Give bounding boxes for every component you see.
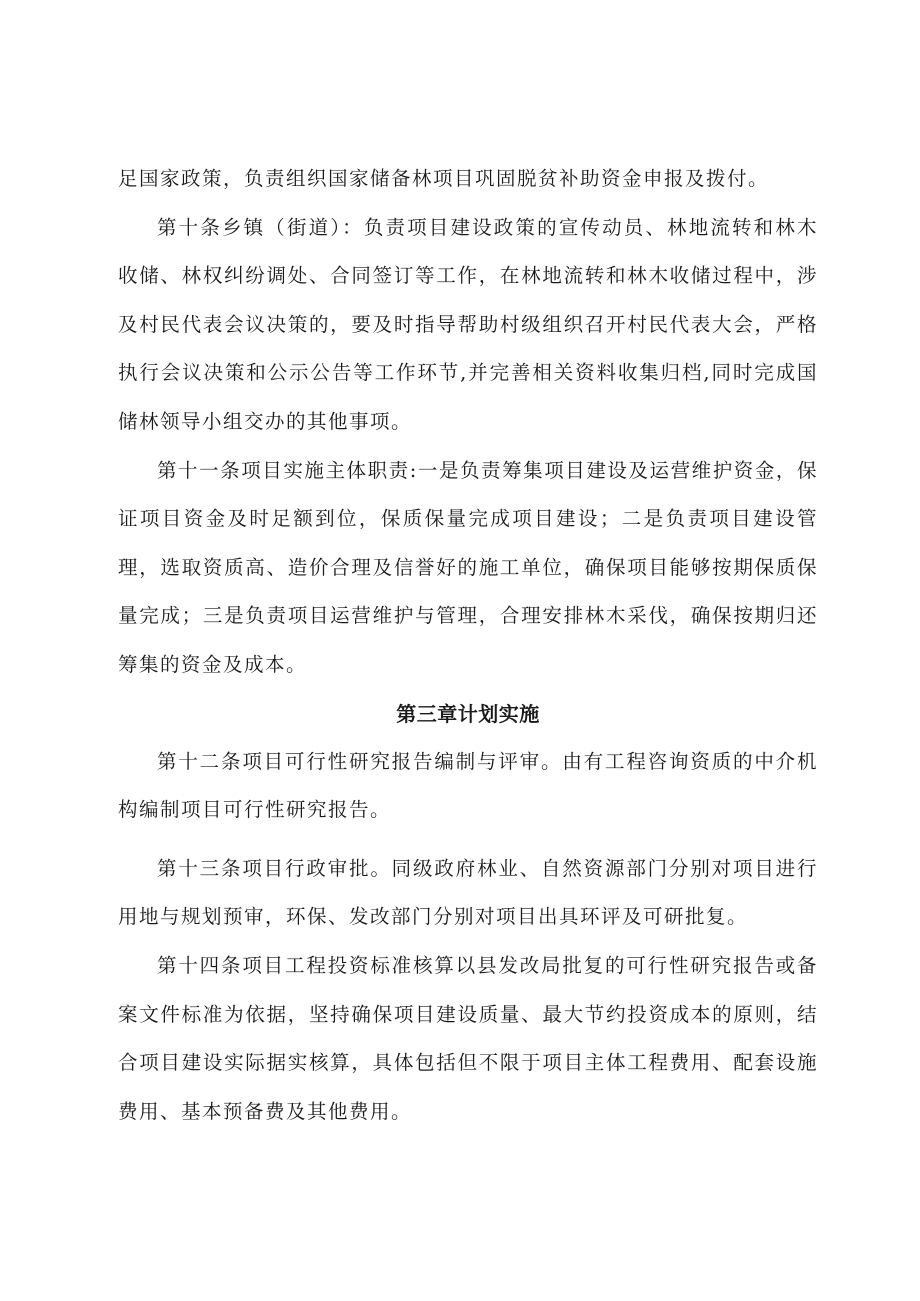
- chapter-3-heading: 第三章计划实施: [396, 701, 540, 726]
- article-14-paragraph: 第十四条项目工程投资标准核算以县发改局批复的可行性研究报告或备案文件标准为依据，坚持确保项目建设质量、最大节约投资成本的原则，结合项目建设实际据实核算，具体包括但不限于项目主体工程费用、配套设施费用、基本预备费及其他费用。: [118, 953, 818, 1123]
- article-10-paragraph: 第十条乡镇（街道）：负责项目建设政策的宣传动员、林地流转和林木收储、林权纠纷调处、合同签订等工作，在林地流转和林木收储过程中，涉及村民代表会议决策的，要及时指导帮助村级组织召开村民代表大会，严格执行会议决策和公示公告等工作环节,并完善相关资料收集归档,同时完成国储林领导小组交办的其他事项。: [118, 215, 818, 433]
- article-13-paragraph: 第十三条项目行政审批。同级政府林业、自然资源部门分别对项目进行用地与规划预审，环保、发改部门分别对项目出具环评及可研批复。: [118, 856, 818, 929]
- article-12-paragraph: 第十二条项目可行性研究报告编制与评审。由有工程咨询资质的中介机构编制项目可行性研究报告。: [118, 749, 818, 822]
- article-11-paragraph: 第十一条项目实施主体职责:一是负责筹集项目建设及运营维护资金，保证项目资金及时足额到位，保质保量完成项目建设；二是负责项目建设管理，选取资质高、造价合理及信誉好的施工单位，确保项目能够按期保质保量完成；三是负责项目运营维护与管理，合理安排林木采伐，确保按期归还筹集的资金及成本。: [118, 458, 818, 676]
- paragraph-continuation: 足国家政策，负责组织国家储备林项目巩固脱贫补助资金申报及拨付。: [118, 167, 770, 190]
- document-page: [118, 155, 818, 1136]
